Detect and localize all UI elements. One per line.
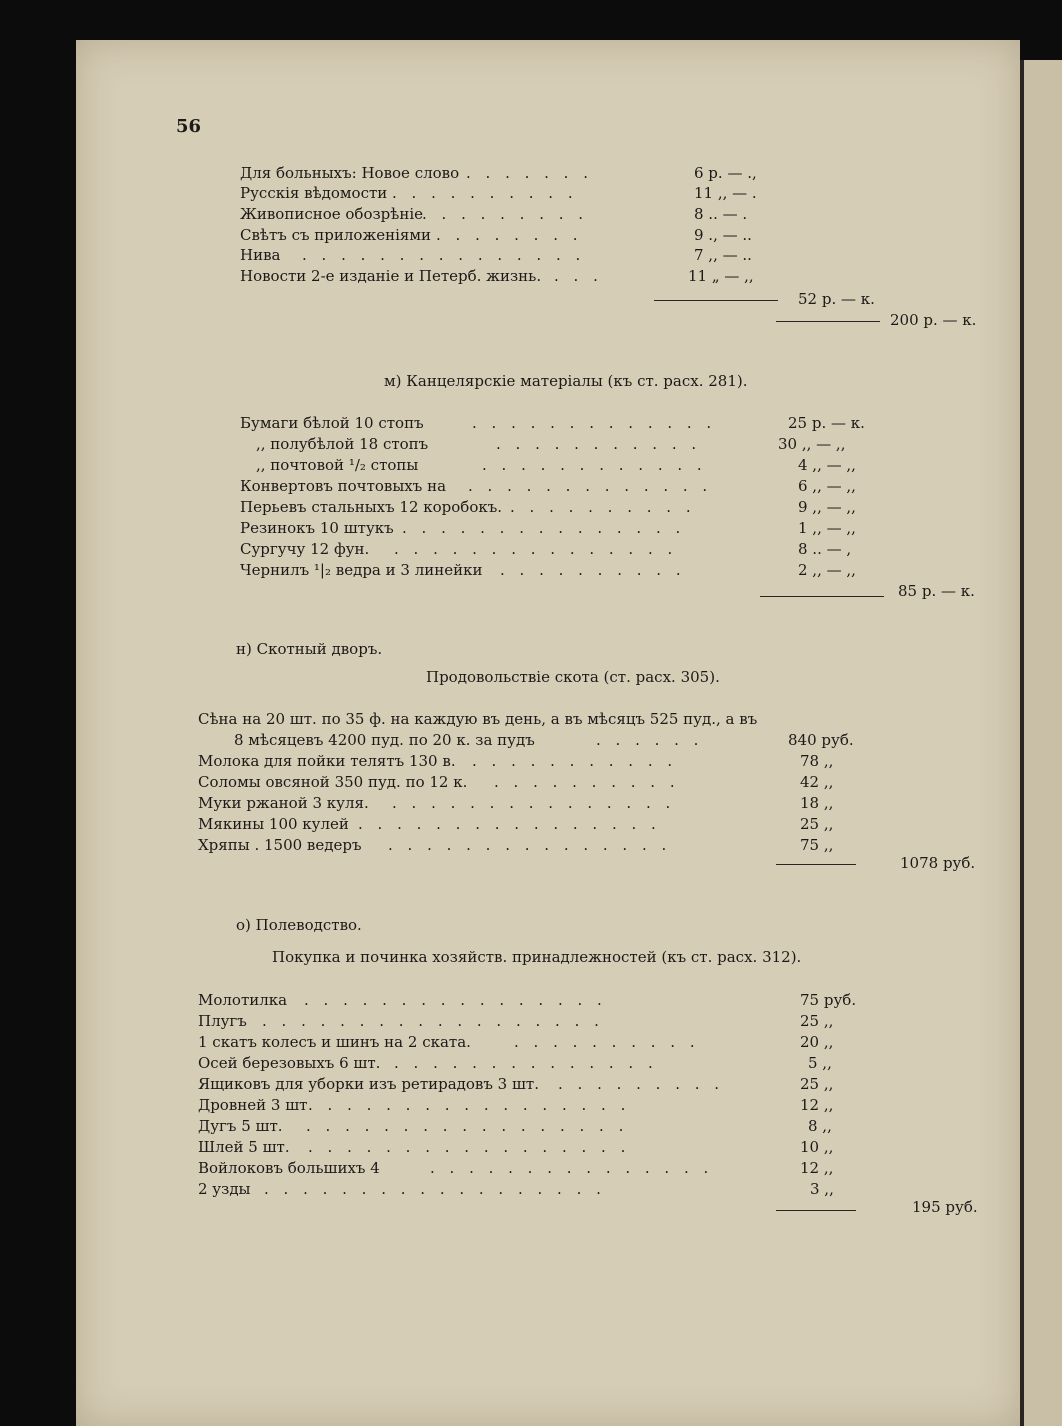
line-label: Осей березовыхъ 6 шт. [198, 1054, 381, 1072]
line-label: ,, почтовой ¹/₂ стопы [256, 456, 419, 474]
line-amount: 25 ,, [800, 815, 834, 833]
line-amount: 25 р. — к. [788, 414, 865, 432]
leader-dots: . . . . . . . . . . . . . . . . . [308, 1096, 631, 1114]
leader-dots: . . . . . . . . . . [510, 498, 696, 516]
line-amount: 8 ,, [808, 1117, 832, 1135]
line-label: Шлей 5 шт. [198, 1138, 290, 1156]
line-label: 2 узды [198, 1180, 251, 1198]
leader-dots: . . . . . . . . . . . . . [468, 477, 713, 495]
line-amount: 78 ,, [800, 752, 834, 770]
leader-dots: . . . . . . . . . . [514, 1033, 700, 1051]
leader-dots: . . . . . . . . . [558, 1075, 725, 1093]
leader-dots: . . . . . . . . . . . . . . . [302, 246, 586, 264]
leader-dots: . . . . . . . . [436, 226, 583, 244]
line-amount: 25 ,, [800, 1075, 834, 1093]
line-label: Свѣтъ съ приложеніями [240, 226, 432, 244]
line-label: Сургучу 12 фун. [240, 540, 370, 558]
line-amount: 11 „ — ,, [688, 267, 754, 285]
subtotal-rule [654, 300, 778, 301]
line-label: Молока для пойки телятъ 130 в. [198, 752, 456, 770]
line-amount: 25 ,, [800, 1012, 834, 1030]
line-amount: 8 .. — , [798, 540, 852, 558]
line-amount: 42 ,, [800, 773, 834, 791]
line-amount: 12 ,, [800, 1159, 834, 1177]
line-label: Нива [240, 246, 281, 264]
leader-dots: . . . . . . . . . . . . . [472, 414, 717, 432]
line-amount: 6 ,, — ,, [798, 477, 856, 495]
line-label: Конвертовъ почтовыхъ на [240, 477, 447, 495]
section-heading: н) Скотный дворъ. [236, 640, 383, 658]
section-subheading: Покупка и починка хозяйств. принадлежностей (къ ст. расх. 312). [272, 948, 802, 966]
page-number: 56 [176, 116, 202, 137]
leader-dots: . . . . . . . . . . . [472, 752, 678, 770]
leader-dots: . . . . . . . . . . [494, 773, 680, 791]
book-page [76, 40, 1020, 1426]
line-label: Молотилка [198, 991, 288, 1009]
line-amount: 6 р. — ., [694, 164, 757, 182]
line-amount: 8 .. — . [694, 205, 748, 223]
line-label: Плугъ [198, 1012, 247, 1030]
line-label: ,, полубѣлой 18 стопъ [256, 435, 429, 453]
line-label: Русскія вѣдомости [240, 184, 388, 202]
leader-dots: . . . . . . . . . . . . . . . . . . [264, 1180, 606, 1198]
leader-dots: . . . . . . . . . . . . . . . [402, 519, 686, 537]
line-label: Хряпы . 1500 ведеръ [198, 836, 362, 854]
line-label: Войлоковъ большихъ 4 [198, 1159, 380, 1177]
line-amount: 75 руб. [800, 991, 857, 1009]
line-amount: 3 ,, [810, 1180, 834, 1198]
leader-dots: . . . . . . . . . . . . . . . [388, 836, 672, 854]
section-total: 85 р. — к. [898, 582, 975, 600]
line-amount: 10 ,, [800, 1138, 834, 1156]
total-rule [776, 321, 880, 322]
leader-dots: . . . . . . . . . . [500, 561, 686, 579]
leader-dots: . . . . . . [596, 731, 704, 749]
line-label: Муки ржаной 3 куля. [198, 794, 369, 812]
leader-dots: . . . [554, 267, 603, 285]
line-label: Живописное обозрѣніе [240, 205, 423, 223]
section-total: 200 р. — к. [890, 311, 977, 329]
leader-dots: . . . . . . . . . . . . . . . . . [308, 1138, 631, 1156]
leader-dots: . . . . . . . . . . . . . . . [430, 1159, 714, 1177]
leader-dots: . . . . . . . [466, 164, 593, 182]
line-amount: 5 ,, [808, 1054, 832, 1072]
line-amount: 30 ,, — ,, [778, 435, 846, 453]
line-amount: 75 ,, [800, 836, 834, 854]
line-label: 1 скатъ колесъ и шинъ на 2 ската. [198, 1033, 471, 1051]
line-label: Перьевъ стальныхъ 12 коробокъ. [240, 498, 503, 516]
section-total: 195 руб. [912, 1198, 978, 1216]
leader-dots: . . . . . . . . . . . . . . . [392, 794, 676, 812]
leader-dots: . . . . . . . . . [422, 205, 589, 223]
line-amount: 1 ,, — ,, [798, 519, 856, 537]
line-label: Мякины 100 кулей [198, 815, 349, 833]
line-label: Сѣна на 20 шт. по 35 ф. на каждую въ день, а въ мѣсяцъ 525 пуд., а въ [198, 710, 758, 728]
leader-dots: . . . . . . . . . . . . . . . . [358, 815, 661, 833]
leader-dots: . . . . . . . . . . . [496, 435, 702, 453]
total-rule [776, 1210, 856, 1211]
line-amount: 11 ,, — . [694, 184, 757, 202]
line-amount: 2 ,, — ,, [798, 561, 856, 579]
leader-dots: . . . . . . . . . . . . . . [394, 1054, 658, 1072]
next-page-edge [1022, 60, 1062, 1426]
leader-dots: . . . . . . . . . . . . [482, 456, 707, 474]
total-rule [760, 596, 884, 597]
line-amount: 7 ,, — .. [694, 246, 752, 264]
section-total: 1078 руб. [900, 854, 976, 872]
line-label: Ящиковъ для уборки изъ ретирадовъ 3 шт. [198, 1075, 540, 1093]
leader-dots: . . . . . . . . . . . . . . . . . [306, 1117, 629, 1135]
line-label: Резинокъ 10 штукъ [240, 519, 394, 537]
line-label: Соломы овсяной 350 пуд. по 12 к. [198, 773, 468, 791]
line-amount: 9 ., — .. [694, 226, 752, 244]
line-label: 8 мѣсяцевъ 4200 пуд. по 20 к. за пудъ [234, 731, 535, 749]
line-amount: 20 ,, [800, 1033, 834, 1051]
leader-dots: . . . . . . . . . . . . . . . [394, 540, 678, 558]
section-heading: о) Полеводство. [236, 916, 362, 934]
leader-dots: . . . . . . . . . . [392, 184, 578, 202]
line-label: Чернилъ ¹|₂ ведра и 3 линейки [240, 561, 483, 579]
leader-dots: . . . . . . . . . . . . . . . . . . [262, 1012, 604, 1030]
section-subheading: Продовольствіе скота (ст. расх. 305). [426, 668, 720, 686]
line-amount: 12 ,, [800, 1096, 834, 1114]
line-amount: 9 ,, — ,, [798, 498, 856, 516]
line-label: Новости 2-е изданіе и Петерб. жизнь. [240, 267, 542, 285]
line-amount: 4 ,, — ,, [798, 456, 856, 474]
section-heading: м) Канцелярскіе матеріалы (къ ст. расх. 281). [384, 372, 748, 390]
line-amount: 18 ,, [800, 794, 834, 812]
total-rule [776, 864, 856, 865]
line-label: Дугъ 5 шт. [198, 1117, 283, 1135]
leader-dots: . . . . . . . . . . . . . . . . [304, 991, 607, 1009]
line-amount: 840 руб. [788, 731, 854, 749]
subtotal: 52 р. — к. [798, 290, 875, 308]
line-label: Дровней 3 шт [198, 1096, 308, 1114]
line-label: Бумаги бѣлой 10 стопъ [240, 414, 424, 432]
line-label: Для больныхъ: Новое слово [240, 164, 460, 182]
